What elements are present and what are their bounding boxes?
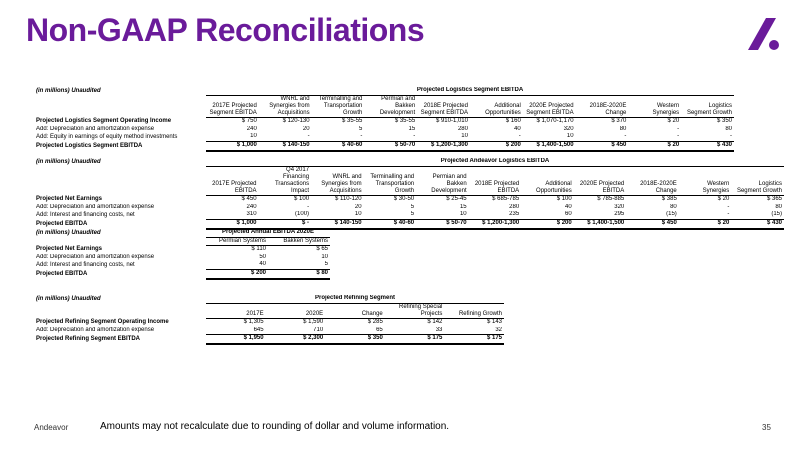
cell-value: $ 910-1,010 — [435, 117, 468, 124]
cell-value: 5 — [359, 125, 363, 132]
row-label: Projected Logistics Segment EBITDA — [36, 143, 143, 150]
cell-value: (15) — [771, 211, 782, 218]
column-header: 2018E Projected Segment EBITDA — [417, 95, 470, 117]
cell-value: $ 450 — [576, 142, 629, 151]
column-header: Refining Growth — [444, 303, 504, 318]
table-row — [34, 142, 734, 151]
table-caption: Projected Logistics Segment EBITDA — [206, 87, 734, 95]
row-label: Projected EBITDA — [36, 271, 88, 278]
cell-value: - — [360, 133, 363, 140]
cell-value: $ 1,200-1,300 — [417, 142, 470, 151]
cell-value: 310 — [246, 211, 257, 218]
cell-value: $ 1,200-1,300 — [469, 220, 522, 229]
column-header: Logistics Segment Growth — [731, 166, 784, 195]
cell-value: 15 — [459, 203, 467, 210]
cell-value: 710 — [313, 326, 324, 333]
cell-value: - — [727, 203, 730, 210]
cell-value: 40 — [565, 203, 572, 210]
cell-value: $ - — [259, 220, 312, 229]
cell-value: (15) — [666, 211, 677, 218]
column-header: Permian and Bakken Development — [364, 95, 417, 117]
cell-value: $ 35-55 — [394, 117, 416, 124]
cell-value: $ 20 — [667, 117, 680, 124]
header-row — [34, 95, 734, 117]
header-row — [34, 166, 784, 195]
column-header: Change — [325, 303, 385, 318]
cell-value: $ 430 — [681, 142, 734, 151]
column-header: Terminalling and Transportation Growth — [312, 95, 365, 117]
andeavor-section — [34, 158, 784, 230]
footer-company: Andeavor — [34, 423, 69, 432]
cell-value: $ 1,400-1,500 — [574, 220, 627, 229]
cell-value: 80 — [725, 125, 732, 132]
cell-value: $ 200 — [470, 142, 523, 151]
cell-value: 240 — [246, 203, 257, 210]
cell-value: 60 — [565, 211, 572, 218]
column-header: 2020E Projected Segment EBITDA — [523, 95, 576, 117]
cell-value: 320 — [614, 203, 625, 210]
column-header: Terminalling and Transportation Growth — [364, 166, 417, 195]
column-header: Additional Opportunities — [521, 166, 574, 195]
cell-value: $ 30-50 — [393, 195, 415, 202]
cell-value: $ 65 — [316, 245, 328, 252]
column-header: Additional Opportunities — [470, 95, 523, 117]
table-row — [34, 245, 330, 253]
cell-value: 50 — [259, 253, 266, 260]
cell-value: $ 140-150 — [259, 142, 312, 151]
cell-value: $ 40-60 — [312, 142, 365, 151]
cell-value: $ 50-70 — [364, 142, 417, 151]
cell-value: - — [413, 133, 416, 140]
cell-value: 80 — [775, 203, 782, 210]
header-spacer — [34, 237, 206, 245]
column-header: Permian and Bakken Development — [416, 166, 469, 195]
caption-row — [34, 158, 784, 166]
cell-value: $ 1,950 — [206, 335, 266, 344]
cell-value: (100) — [295, 211, 310, 218]
row-label: Projected Net Earnings — [36, 245, 103, 252]
table-row — [34, 211, 784, 219]
cell-value: $ 285 — [367, 318, 383, 325]
cell-value: $ 430 — [731, 220, 784, 229]
cell-value: $ 750 — [241, 117, 257, 124]
caption-row — [34, 295, 504, 303]
table-row — [34, 126, 734, 134]
cell-value: 80 — [619, 125, 627, 132]
cell-value: 20 — [302, 125, 310, 132]
cell-value: 645 — [253, 326, 264, 333]
cell-value: 10 — [250, 133, 257, 140]
row-label: Add: Interest and financing costs, net — [36, 261, 135, 268]
cell-value: $ 100 — [294, 195, 310, 202]
cell-value: $ 80 — [268, 270, 330, 279]
cell-value: 10 — [459, 211, 467, 218]
row-label: Projected Refining Segment Operating Income — [36, 318, 169, 325]
cell-value: 40 — [259, 261, 266, 268]
page-title: Non-GAAP Reconciliations — [26, 12, 425, 48]
cell-value: - — [730, 133, 732, 140]
cell-value: $ 350 — [716, 117, 732, 124]
cell-value: 20 — [354, 203, 362, 210]
cell-value: $ 1,070-1,170 — [536, 117, 574, 124]
unit-label: (in millions) Unaudited — [36, 158, 101, 165]
andeavor-table — [34, 158, 784, 230]
column-header: 2017E Projected EBITDA — [206, 166, 259, 195]
caption-row — [34, 229, 330, 237]
cell-value: $ 20 — [628, 142, 681, 151]
cell-value: $ 370 — [611, 117, 627, 124]
column-header: 2017E Projected Segment EBITDA — [206, 95, 259, 117]
cell-value: $ 175 — [444, 335, 504, 344]
table-row — [34, 270, 330, 279]
cell-value: $ 110-120 — [335, 195, 362, 202]
unit-label: (in millions) Unaudited — [36, 229, 101, 236]
column-header: 2020E Projected EBITDA — [574, 166, 627, 195]
row-label: Projected Logistics Segment Operating Income — [36, 117, 172, 124]
cell-value: 5 — [410, 211, 415, 218]
cell-value: 235 — [509, 211, 520, 218]
cell-value: $ 200 — [521, 220, 574, 229]
cell-value: 320 — [563, 125, 574, 132]
footer-note: Amounts may not recalculate due to rounding of dollar and volume information. — [100, 421, 450, 432]
cell-value: $ 1,000 — [206, 142, 259, 151]
cell-value: $ 110 — [251, 245, 266, 252]
cell-value: - — [677, 125, 680, 132]
table-row — [34, 327, 504, 335]
annual-section — [34, 229, 330, 280]
cell-value: $ 100 — [556, 195, 572, 202]
table-row — [34, 318, 504, 326]
column-header: WNRL and Synergies from Acquisitions — [311, 166, 364, 195]
column-header: 2018E-2020E Change — [626, 166, 679, 195]
row-label: Projected Net Earnings — [36, 195, 103, 202]
header-spacer — [34, 95, 206, 117]
header-spacer — [34, 303, 206, 318]
cell-value: $ 120-130 — [282, 117, 310, 124]
cell-value: $ 143 — [486, 318, 502, 325]
table-row — [34, 335, 504, 344]
cell-value: 80 — [670, 203, 677, 210]
cell-value: 10 — [321, 253, 328, 260]
cell-value: $ 25-45 — [446, 195, 467, 202]
row-label: Add: Depreciation and amortization expense — [36, 125, 155, 132]
cell-value: $ 350 — [325, 335, 385, 344]
refining-table — [34, 295, 504, 345]
row-label: Add: Depreciation and amortization expense — [36, 327, 155, 334]
column-header: Permian Systems — [206, 237, 268, 245]
cell-value: $ 1,400-1,500 — [523, 142, 576, 151]
cell-value: $ 175 — [385, 335, 445, 344]
cell-value: 65 — [376, 326, 383, 333]
cell-value: $ 35-55 — [342, 117, 363, 124]
row-label: Projected Refining Segment EBITDA — [36, 336, 141, 343]
table-row — [34, 195, 784, 203]
cell-value: $ 450 — [241, 195, 257, 202]
cell-value: 32 — [495, 326, 502, 333]
logistics-section — [34, 87, 734, 152]
table-row — [34, 117, 734, 125]
row-label: Projected EBITDA — [36, 221, 88, 228]
row-label: Add: Interest and financing costs, net — [36, 211, 135, 218]
column-header: Logistics Segment Growth — [681, 95, 734, 117]
row-label: Add: Depreciation and amortization expense — [36, 203, 155, 210]
cell-value: - — [727, 211, 730, 218]
caption-row — [34, 87, 734, 95]
annual-ebitda-table — [34, 229, 330, 280]
table-row — [34, 133, 734, 141]
column-header: 2020E — [266, 303, 326, 318]
cell-value: - — [307, 133, 310, 140]
cell-value: $ 20 — [717, 195, 730, 202]
cell-value: 280 — [509, 203, 520, 210]
cell-value: 280 — [457, 125, 468, 132]
unit-label: (in millions) Unaudited — [36, 295, 101, 302]
cell-value: - — [518, 133, 521, 140]
cell-value: 295 — [614, 211, 625, 218]
cell-value: 10 — [461, 133, 468, 140]
table-row — [34, 220, 784, 229]
cell-value: $ 785-885 — [597, 195, 625, 202]
column-header: 2017E — [206, 303, 266, 318]
header-spacer — [34, 166, 206, 195]
cell-value: - — [307, 203, 310, 210]
cell-value: $ 450 — [626, 220, 679, 229]
cell-value: $ 1,305 — [243, 318, 264, 325]
row-label: Add: Depreciation and amortization expense — [36, 253, 155, 260]
column-header: Western Synergies — [679, 166, 732, 195]
table-caption: Projected Refining Segment — [206, 295, 504, 303]
cell-value: $ 142 — [427, 318, 443, 325]
cell-value: 5 — [324, 261, 328, 268]
cell-value: $ 160 — [505, 117, 521, 124]
cell-value: $ 1,000 — [206, 220, 259, 229]
cell-value: 33 — [435, 326, 443, 333]
cell-value: 240 — [246, 125, 257, 132]
cell-value: $ 50-70 — [416, 220, 469, 229]
cell-value: 5 — [410, 203, 415, 210]
table-row — [34, 204, 784, 212]
cell-value: 15 — [408, 125, 416, 132]
table-row — [34, 261, 330, 269]
row-label: Add: Equity in earnings of equity method investments — [36, 133, 178, 140]
column-header: Refining Special Projects — [385, 303, 445, 318]
cell-value: $ 2,300 — [266, 335, 326, 344]
unit-label: (in millions) Unaudited — [36, 87, 101, 94]
cell-value: $ 685-785 — [492, 195, 520, 202]
cell-value: $ 20 — [679, 220, 732, 229]
cell-value: $ 140-150 — [311, 220, 364, 229]
column-header: Bakken Systems — [268, 237, 330, 245]
column-header: 2018E-2020E Change — [576, 95, 629, 117]
cell-value: $ 40-60 — [364, 220, 417, 229]
header-row — [34, 303, 504, 318]
page-number: 35 — [762, 423, 771, 432]
table-caption: Projected Andeavor Logistics EBITDA — [206, 158, 784, 166]
logistics-table — [34, 87, 734, 152]
column-header: WNRL and Synergies from Acquisitions — [259, 95, 312, 117]
cell-value: - — [624, 133, 627, 140]
column-header: Q4 2017 Financing Transactions Impact — [259, 166, 312, 195]
cell-value: 10 — [354, 211, 362, 218]
table-caption: Projected Annual EBITDA 2020E — [206, 229, 330, 237]
cell-value: 40 — [514, 125, 521, 132]
cell-value: $ 200 — [206, 270, 268, 279]
column-header: 2018E Projected EBITDA — [469, 166, 522, 195]
cell-value: $ 385 — [661, 195, 677, 202]
cell-value: 10 — [566, 133, 574, 140]
cell-value: $ 1,590 — [303, 318, 324, 325]
header-row — [34, 237, 330, 245]
table-row — [34, 254, 330, 262]
refining-section — [34, 295, 504, 345]
cell-value: $ 365 — [766, 195, 782, 202]
cell-value: - — [677, 133, 680, 140]
andeavor-logo-icon — [746, 16, 782, 52]
column-header: Western Synergies — [628, 95, 681, 117]
